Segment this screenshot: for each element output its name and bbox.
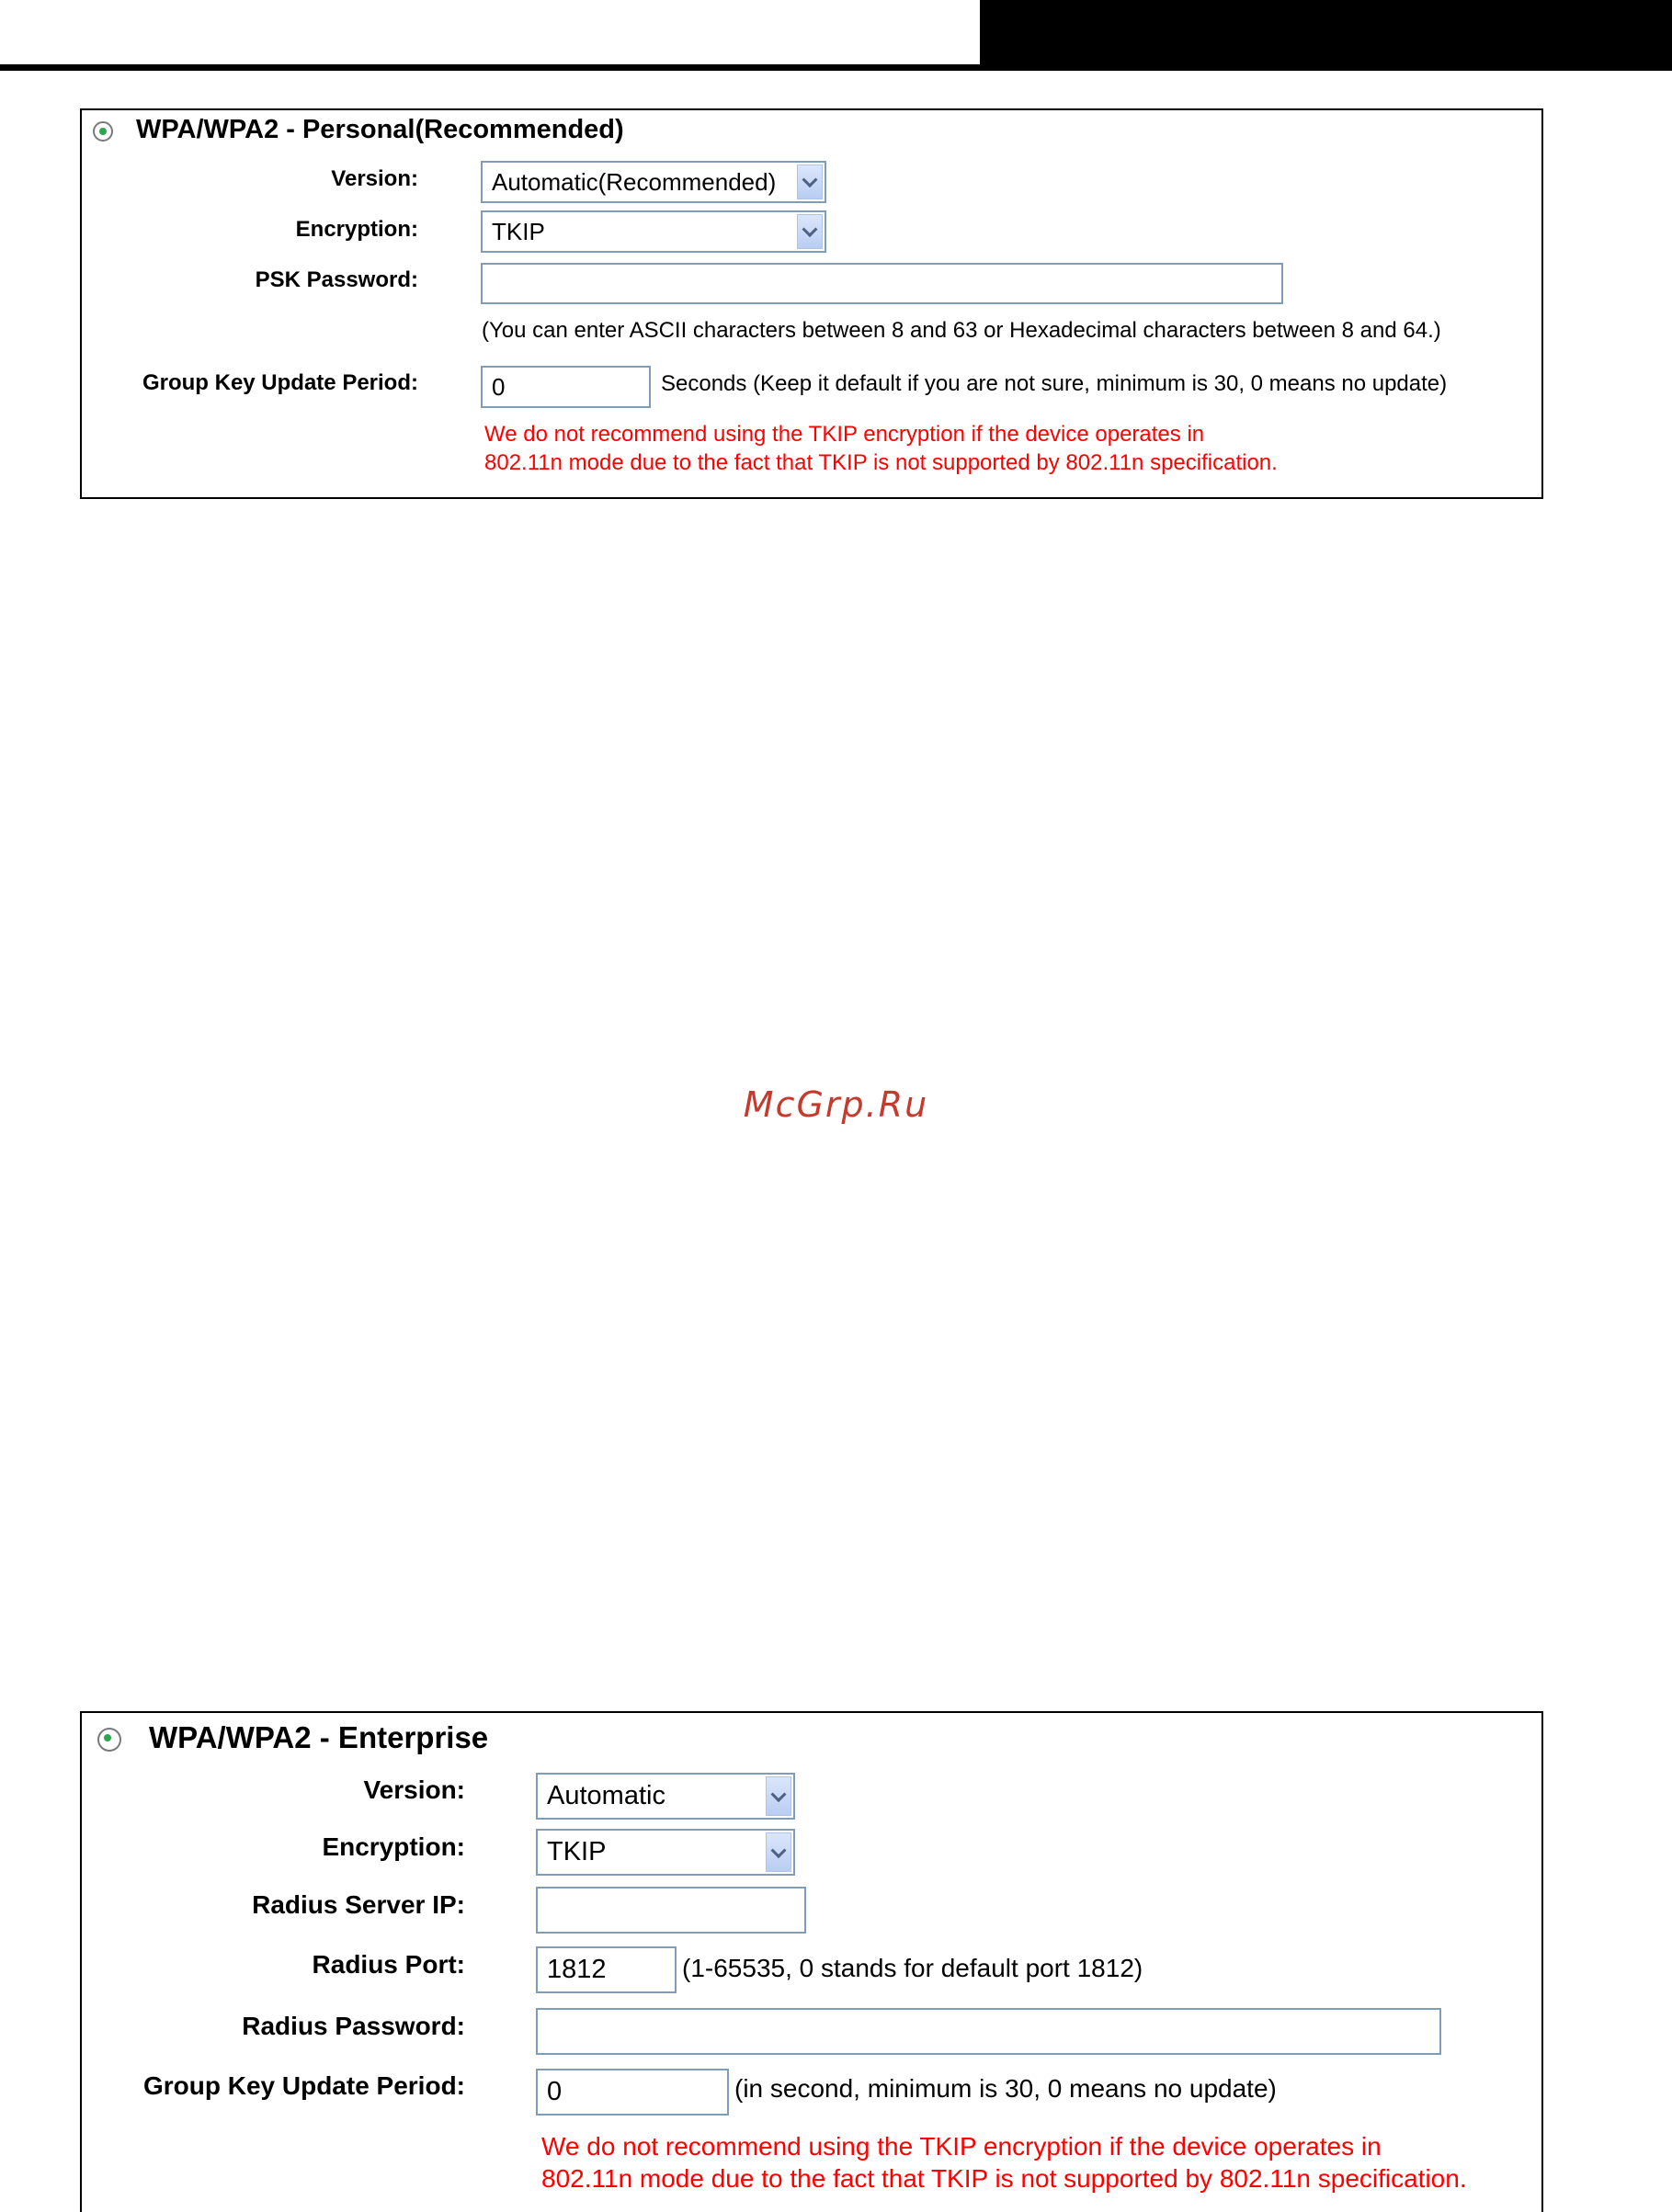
- wpa-enterprise-panel: [80, 1711, 1543, 2212]
- version-select[interactable]: [536, 1773, 795, 1820]
- chevron-down-icon[interactable]: [766, 1776, 791, 1816]
- version-label: Version:: [363, 1775, 465, 1804]
- wpa-personal-radio[interactable]: [93, 121, 113, 142]
- radius-server-ip-field[interactable]: [536, 1887, 806, 1934]
- radius-port-hint: (1-65535, 0 stands for default port 1812): [682, 1954, 1143, 1982]
- psk-password-label: PSK Password:: [255, 267, 418, 292]
- group-key-update-hint: (in second, minimum is 30, 0 means no update): [734, 2074, 1277, 2103]
- group-key-update-field[interactable]: 0: [481, 366, 651, 408]
- encryption-select[interactable]: [536, 1829, 795, 1876]
- group-key-update-label: Group Key Update Period:: [142, 370, 418, 395]
- version-select-value: Automatic(Recommended): [492, 168, 777, 196]
- encryption-select[interactable]: [481, 210, 826, 253]
- radius-server-ip-label: Radius Server IP:: [252, 1890, 465, 1919]
- header-rule: [0, 64, 984, 71]
- wpa-personal-title: WPA/WPA2 - Personal(Recommended): [136, 115, 624, 144]
- wpa-enterprise-title: WPA/WPA2 - Enterprise: [149, 1720, 489, 1754]
- version-select[interactable]: [481, 161, 826, 203]
- chevron-down-icon[interactable]: [797, 214, 823, 249]
- version-select-value: Automatic: [547, 1781, 665, 1810]
- psk-password-field[interactable]: [481, 263, 1283, 304]
- radius-port-field[interactable]: 1812: [536, 1946, 677, 1993]
- encryption-label: Encryption:: [322, 1832, 465, 1861]
- tkip-warning-line1: We do not recommend using the TKIP encryption if the device operates in: [541, 2132, 1382, 2161]
- wpa-enterprise-radio[interactable]: [97, 1728, 121, 1752]
- encryption-select-value: TKIP: [547, 1837, 607, 1866]
- header-bar: [965, 0, 1672, 71]
- chevron-down-icon[interactable]: [766, 1832, 791, 1872]
- encryption-label: Encryption:: [295, 217, 418, 242]
- encryption-select-value: TKIP: [492, 218, 545, 245]
- tkip-warning-line2: 802.11n mode due to the fact that TKIP is not supported by 802.11n specification.: [541, 2164, 1467, 2193]
- version-label: Version:: [331, 166, 418, 191]
- psk-password-hint: (You can enter ASCII characters between 8 and 63 or Hexadecimal characters between 8 and 64.): [482, 318, 1441, 343]
- chevron-down-icon[interactable]: [797, 164, 823, 199]
- group-key-update-hint: Seconds (Keep it default if you are not sure, minimum is 30, 0 means no update): [661, 371, 1448, 396]
- wpa-personal-panel: [80, 108, 1543, 499]
- tkip-warning-line1: We do not recommend using the TKIP encryption if the device operates in: [484, 422, 1205, 447]
- header-notch: [961, 0, 980, 71]
- group-key-update-field[interactable]: 0: [536, 2069, 729, 2116]
- group-key-update-label: Group Key Update Period:: [142, 2071, 465, 2100]
- tkip-warning-line2: 802.11n mode due to the fact that TKIP is not supported by 802.11n specification.: [484, 450, 1278, 475]
- radius-port-label: Radius Port:: [312, 1950, 465, 1979]
- watermark: McGrp.Ru: [743, 1084, 929, 1125]
- radius-password-field[interactable]: [536, 2008, 1441, 2055]
- radius-password-label: Radius Password:: [242, 2012, 465, 2040]
